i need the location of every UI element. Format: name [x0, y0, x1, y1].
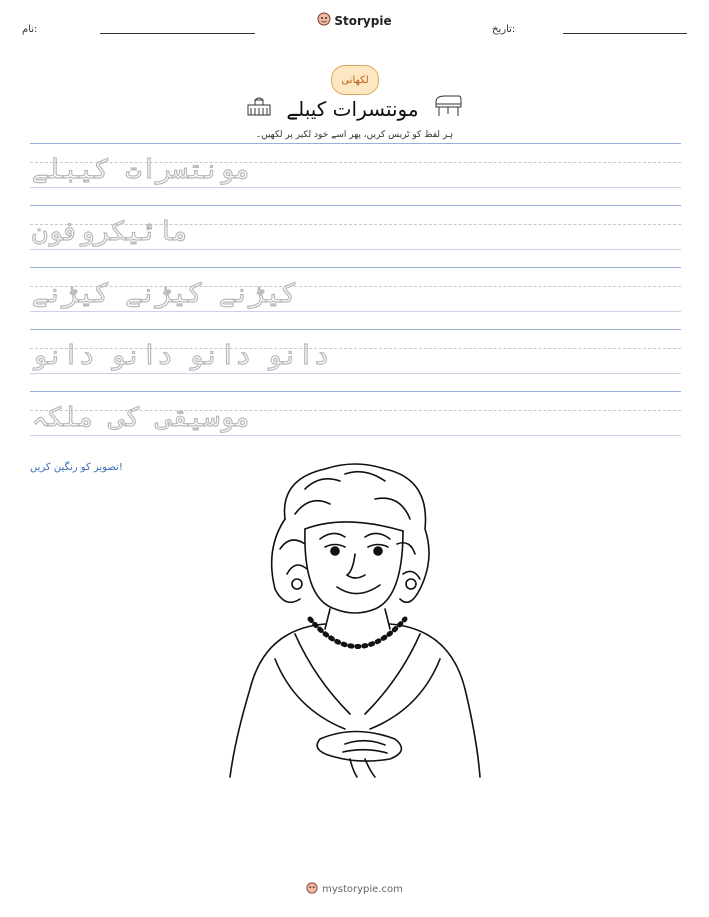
row-top-line [30, 143, 681, 144]
trace-row[interactable] [30, 391, 681, 453]
date-label: تاریخ: [492, 24, 516, 35]
brand [0, 12, 709, 29]
instructions: ہر لفظ کو ٹریس کریں، پھر اسے خود لکیر پر لکھیں۔ [255, 130, 454, 140]
name-label: نام: [22, 24, 38, 35]
row-base-line [30, 373, 681, 374]
row-top-line [30, 205, 681, 206]
trace-word: مائیکروفون [32, 217, 189, 247]
coloring-illustration[interactable] [225, 459, 485, 779]
row-top-line [30, 267, 681, 268]
title-block [0, 94, 709, 123]
row-top-line [30, 329, 681, 330]
trace-row[interactable] [30, 143, 681, 205]
row-base-line [30, 435, 681, 436]
name-line[interactable] [100, 33, 255, 34]
piano-icon [433, 94, 463, 123]
trace-row[interactable] [30, 205, 681, 267]
row-top-line [30, 391, 681, 392]
date-line[interactable] [563, 33, 687, 34]
row-base-line [30, 249, 681, 250]
footer [0, 882, 709, 897]
tracing-area [30, 143, 681, 453]
palace-icon [246, 96, 272, 121]
coloring-prompt: تصویر کو رنگین کریں! [30, 462, 123, 473]
brand-name: Storypie [334, 13, 392, 28]
storypie-logo-icon [317, 12, 331, 29]
trace-word: مونتسرات کیبلے [32, 155, 251, 185]
row-base-line [30, 187, 681, 188]
trace-word: دانو دانو دانو دانو [32, 341, 330, 371]
row-base-line [30, 311, 681, 312]
trace-word: کیڑنے کیڑنے کیڑنے [32, 279, 297, 309]
storypie-logo-icon [306, 882, 318, 897]
trace-word: موسیقی کی ملکہ [32, 403, 251, 433]
page-title: مونتسرات کیبلے [286, 96, 419, 121]
category-badge: لکھانی [331, 65, 379, 95]
footer-url[interactable]: mystorypie.com [322, 884, 403, 895]
trace-row[interactable] [30, 267, 681, 329]
trace-row[interactable] [30, 329, 681, 391]
